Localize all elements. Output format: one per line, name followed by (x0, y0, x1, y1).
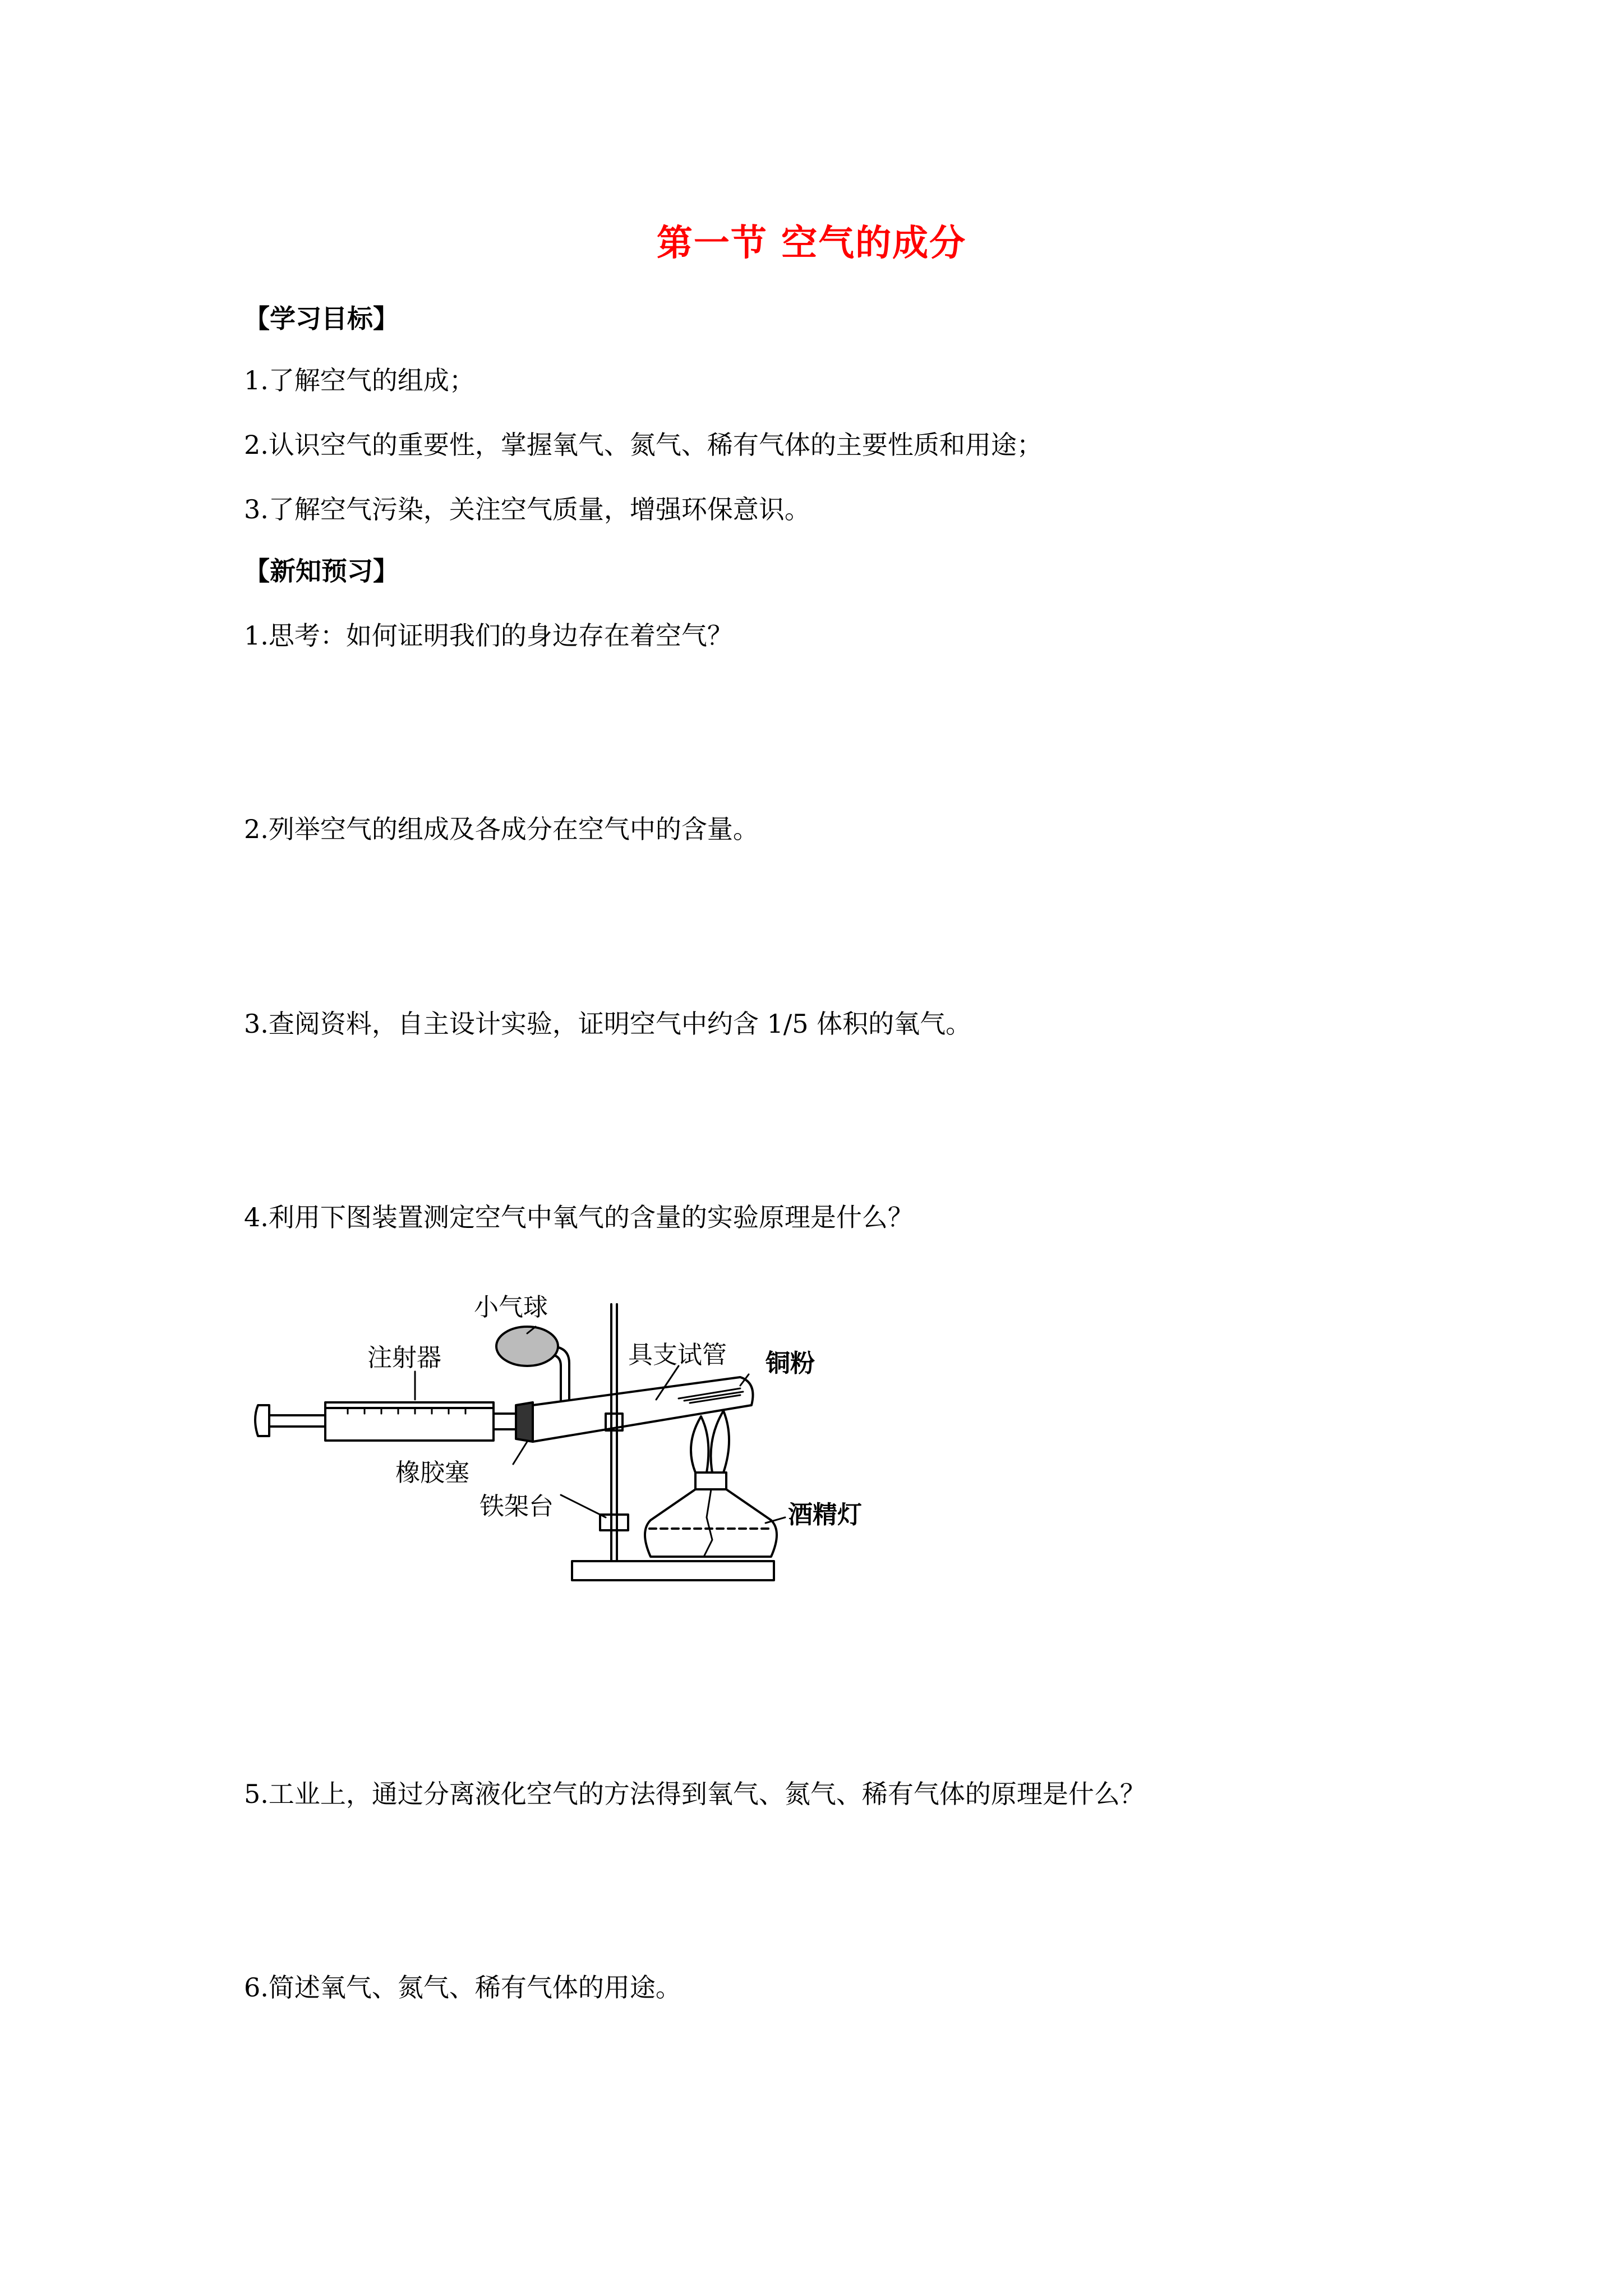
question-4: 4.利用下图装置测定空气中氧气的含量的实验原理是什么？ (244, 1202, 914, 1232)
preview-heading: 【新知预习】 (244, 556, 399, 586)
label-syringe: 注射器 (367, 1343, 441, 1372)
label-stopper: 橡胶塞 (395, 1458, 469, 1487)
objective-item-1: 1.了解空气的组成； (244, 365, 475, 395)
question-5: 5.工业上，通过分离液化空气的方法得到氧气、氮气、稀有气体的原理是什么？ (244, 1779, 1146, 1809)
apparatus-diagram (247, 1293, 892, 1618)
syringe-handle (255, 1405, 269, 1436)
lamp-neck (695, 1473, 726, 1489)
alcohol-lamp (645, 1489, 777, 1557)
stand-base (572, 1561, 774, 1580)
question-3: 3.查阅资料，自主设计实验，证明空气中约含 1/5 体积的氧气。 (244, 1009, 972, 1039)
label-lamp: 酒精灯 (788, 1501, 862, 1529)
flame (691, 1416, 708, 1473)
question-1: 1.思考：如何证明我们的身边存在着空气？ (244, 620, 733, 651)
copper-powder (679, 1388, 743, 1403)
objectives-heading: 【学习目标】 (244, 303, 399, 334)
test-tube (533, 1377, 753, 1442)
question-6: 6.简述氧气、氮气、稀有气体的用途。 (244, 1972, 681, 2003)
label-copper: 铜粉 (766, 1349, 815, 1378)
rubber-stopper (516, 1402, 533, 1442)
question-2: 2.列举空气的组成及各成分在空气中的含量。 (244, 814, 759, 844)
label-balloon: 小气球 (474, 1293, 548, 1322)
objective-item-2: 2.认识空气的重要性，掌握氧气、氮气、稀有气体的主要性质和用途； (244, 430, 1043, 460)
page-title: 第一节 空气的成分 (656, 223, 967, 264)
objective-item-3: 3.了解空气污染，关注空气质量，增强环保意识。 (244, 494, 810, 524)
label-tube: 具支试管 (628, 1341, 727, 1369)
apparatus-figure (247, 1293, 892, 1618)
label-stand: 铁架台 (479, 1492, 554, 1521)
